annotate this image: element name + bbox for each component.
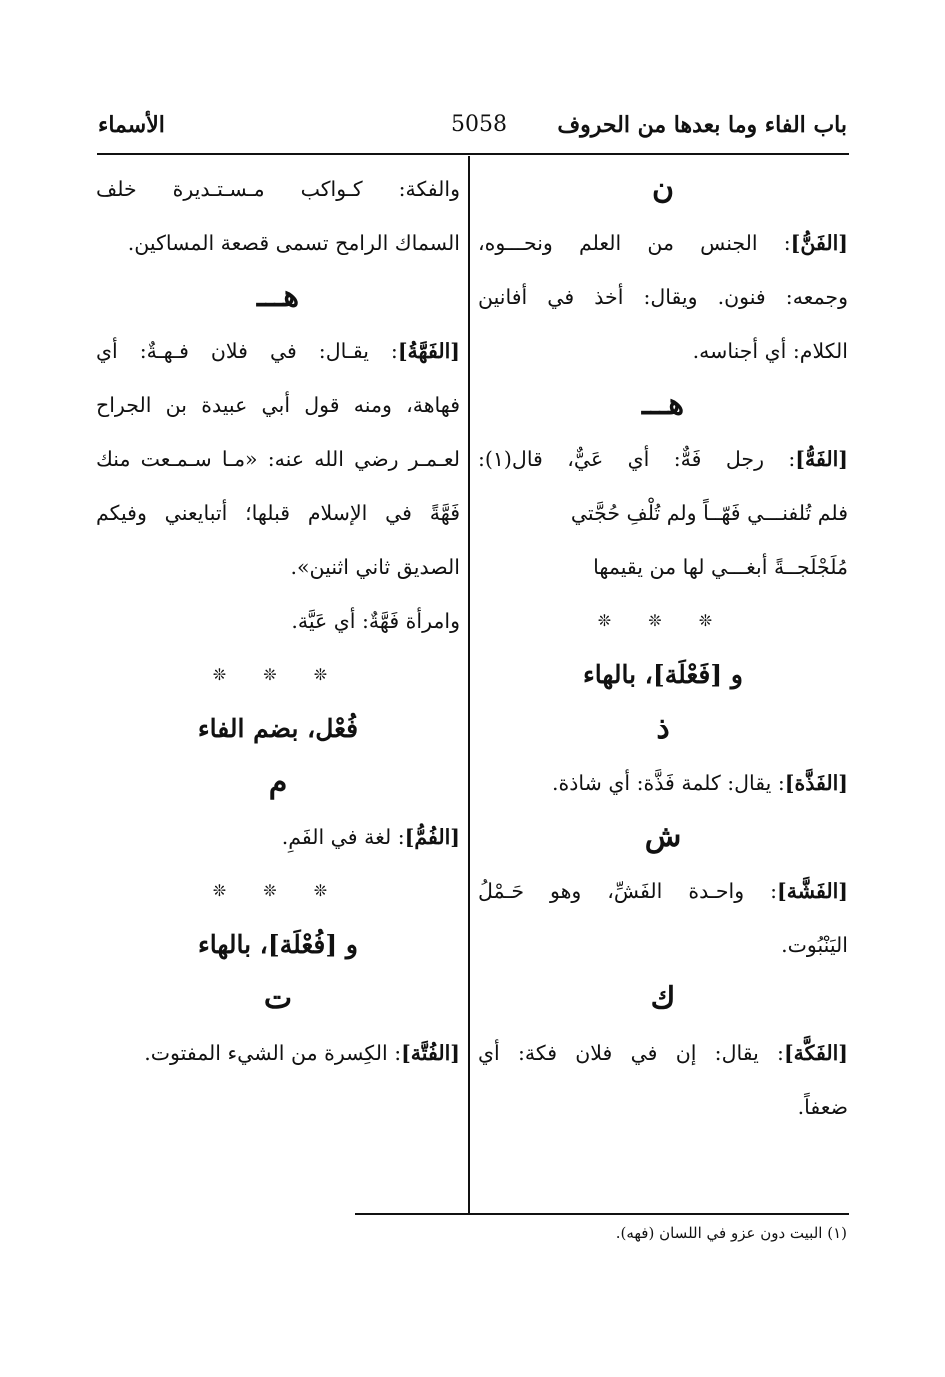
entry-term: [الفَنُّ] bbox=[790, 231, 848, 255]
letter-heading: ذ bbox=[656, 711, 670, 746]
entry-line: اليَنْبُوت. bbox=[781, 933, 848, 957]
letter-heading: م bbox=[268, 765, 288, 800]
separator-stars: ❊ ❊ ❊ bbox=[212, 665, 344, 684]
entry-text: : يقال: إن في فلان فكة: أي bbox=[478, 1041, 784, 1065]
entry-line: فَهَّةً في الإسلام قبلها؛ أتبايعني وفيكم bbox=[96, 501, 460, 525]
entry-term: [الفَهُّ] bbox=[795, 447, 848, 471]
entry-line: الكلام: أي أجناسه. bbox=[692, 339, 848, 363]
footnote: (١) البيت دون عزو في اللسان (فهه). bbox=[615, 1224, 847, 1242]
entry-line bbox=[96, 810, 460, 864]
section-heading: فُعْل، بضم الفاء bbox=[197, 714, 359, 743]
column-divider bbox=[468, 156, 470, 1214]
entry-line: ضعفاً. bbox=[797, 1095, 848, 1119]
entry-line bbox=[96, 324, 460, 378]
right-column bbox=[478, 162, 848, 1134]
header-rule bbox=[97, 153, 849, 155]
left-column bbox=[96, 162, 460, 1080]
entry-line bbox=[96, 1026, 460, 1080]
entry-text: : لغة في الفَمِ. bbox=[281, 825, 405, 849]
verse-line: مُلَجْلَجــةً أبغـــي لها من يقيمها bbox=[593, 555, 848, 579]
entry-text: : واحـدة الفَشِّ، وهو حَـمْلُ bbox=[478, 879, 777, 903]
entry-line: وجمعه: فنون. ويقال: أخذ في أفانين bbox=[478, 285, 848, 309]
section-heading: و [فُعْلَة]، بالهاء bbox=[198, 930, 358, 959]
entry-term: [الفَكَّة] bbox=[783, 1041, 848, 1065]
entry-text: : الجنس من العلم ونحـــوه، bbox=[478, 231, 791, 255]
entry-text: : يقـال: في فلان فـهـةٌ: أي bbox=[96, 339, 398, 363]
running-head-chapter: باب الفاء وما بعدها من الحروف bbox=[557, 112, 847, 138]
entry-term: [الفَشَّة] bbox=[777, 879, 848, 903]
letter-heading: ن bbox=[651, 171, 675, 206]
entry-line: والفكة: كـواكب مـسـتـديرة خلف bbox=[96, 177, 460, 201]
verse-line: فلم تُلفنـــي فَهّــاً ولم تُلْفِ حُجَّتي bbox=[570, 501, 848, 525]
entry-term: [الفَهَّةُ] bbox=[397, 339, 460, 363]
entry-line bbox=[478, 864, 848, 918]
entry-line bbox=[478, 756, 848, 810]
separator-stars: ❊ ❊ ❊ bbox=[597, 611, 729, 630]
entry-line bbox=[478, 1026, 848, 1080]
entry-line bbox=[478, 216, 848, 270]
entry-text: : الكِسرة من الشيء المفتوت. bbox=[144, 1041, 402, 1065]
footnote-rule bbox=[355, 1213, 849, 1215]
entry-line: الصديق ثاني اثنين». bbox=[290, 555, 460, 579]
entry-term: [الفَذَّة] bbox=[784, 771, 848, 795]
letter-heading: هـــ bbox=[256, 279, 300, 314]
letter-heading: هـــ bbox=[641, 387, 685, 422]
letter-heading: ك bbox=[650, 981, 676, 1016]
section-heading: و [فَعْلَة]، بالهاء bbox=[583, 660, 743, 689]
running-head-section: الأسماء bbox=[98, 112, 165, 138]
entry-text: : رجل فَهٌّ: أي عَيٌّ، قال(١): bbox=[478, 447, 796, 471]
entry-line bbox=[478, 432, 848, 486]
entry-term: [الفُمُّ] bbox=[404, 825, 460, 849]
entry-line: لعـمـر رضي الله عنه: «مـا سـمـعت منك bbox=[96, 447, 460, 471]
letter-heading: ش bbox=[644, 819, 682, 854]
entry-line: وامرأة فَهَّةٌ: أي عَيَّة. bbox=[291, 609, 460, 633]
letter-heading: ت bbox=[263, 981, 293, 1016]
entry-line: السماك الرامح تسمى قصعة المساكين. bbox=[127, 231, 460, 255]
entry-term: [الفُتَّة] bbox=[401, 1041, 460, 1065]
page-number: 5058 bbox=[451, 112, 507, 137]
entry-text: : يقال: كلمة فَذَّة: أي شاذة. bbox=[552, 771, 785, 795]
separator-stars: ❊ ❊ ❊ bbox=[212, 881, 344, 900]
entry-line: فهاهة، ومنه قول أبي عبيدة بن الجراح bbox=[96, 393, 460, 417]
